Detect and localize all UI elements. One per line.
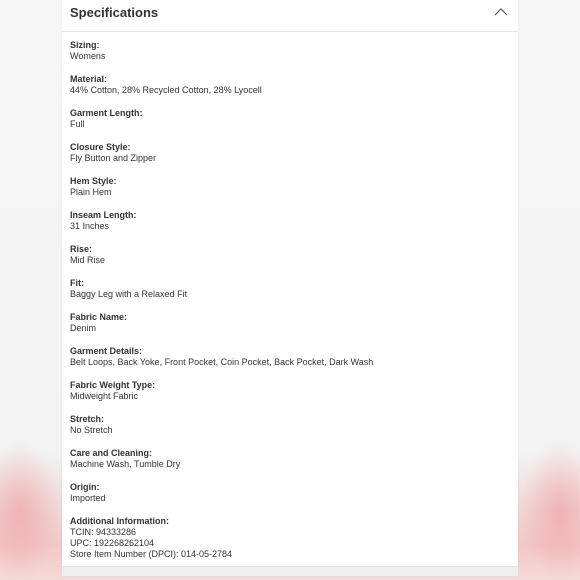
spec-item (70, 516, 510, 560)
spec-item (70, 176, 510, 198)
spec-item (70, 142, 510, 164)
spec-label: Material: (70, 74, 108, 84)
spec-value: No Stretch (70, 425, 113, 435)
spec-label: Additional Information: (70, 516, 169, 526)
background-glow-right (520, 440, 580, 580)
spec-value: Store Item Number (DPCI): 014-05-2784 (70, 549, 233, 559)
spec-label: Inseam Length: (70, 210, 137, 220)
spec-item (70, 448, 510, 470)
spec-value: Midweight Fabric (70, 391, 139, 401)
spec-label: Stretch: (70, 414, 105, 424)
spec-label: Garment Details: (70, 346, 143, 356)
spec-label: Closure Style: (70, 142, 131, 152)
spec-item (70, 346, 510, 368)
spec-item (70, 278, 510, 300)
spec-item (70, 210, 510, 232)
spec-value: Womens (70, 51, 106, 61)
spec-value: Baggy Leg with a Relaxed Fit (70, 289, 188, 299)
background-glow-left (0, 440, 60, 580)
spec-value: 44% Cotton, 28% Recycled Cotton, 28% Lyocell (70, 85, 262, 95)
spec-label: Hem Style: (70, 176, 117, 186)
specifications-list (70, 40, 510, 572)
spec-value: Mid Rise (70, 255, 106, 265)
spec-value: Imported (70, 493, 106, 503)
spec-item (70, 414, 510, 436)
spec-label: Rise: (70, 244, 93, 254)
specifications-panel (62, 0, 518, 566)
section-divider (62, 576, 518, 577)
specifications-title: Specifications (70, 5, 159, 20)
spec-value: UPC: 192268262104 (70, 538, 155, 548)
spec-value: Fly Button and Zipper (70, 153, 157, 163)
spec-value: TCIN: 94333286 (70, 527, 137, 537)
spec-label: Sizing: (70, 40, 100, 50)
spec-label: Care and Cleaning: (70, 448, 153, 458)
spec-label: Fabric Weight Type: (70, 380, 156, 390)
spec-label: Origin: (70, 482, 100, 492)
specifications-header[interactable] (62, 0, 518, 32)
spec-item (70, 380, 510, 402)
spec-label: Fit: (70, 278, 84, 288)
spec-value: Denim (70, 323, 97, 333)
spec-item (70, 108, 510, 130)
spec-item (70, 312, 510, 334)
chevron-up-icon[interactable] (494, 7, 508, 17)
spec-item (70, 74, 510, 96)
spec-item (70, 482, 510, 504)
spec-value: Machine Wash, Tumble Dry (70, 459, 181, 469)
spec-item (70, 40, 510, 62)
spec-value: Plain Hem (70, 187, 112, 197)
spec-item (70, 244, 510, 266)
spec-value: Full (70, 119, 85, 129)
spec-value: 31 Inches (70, 221, 110, 231)
spec-label: Fabric Name: (70, 312, 128, 322)
spec-label: Garment Length: (70, 108, 143, 118)
spec-value: Belt Loops, Back Yoke, Front Pocket, Coin Pocket, Back Pocket, Dark Wash (70, 357, 374, 367)
